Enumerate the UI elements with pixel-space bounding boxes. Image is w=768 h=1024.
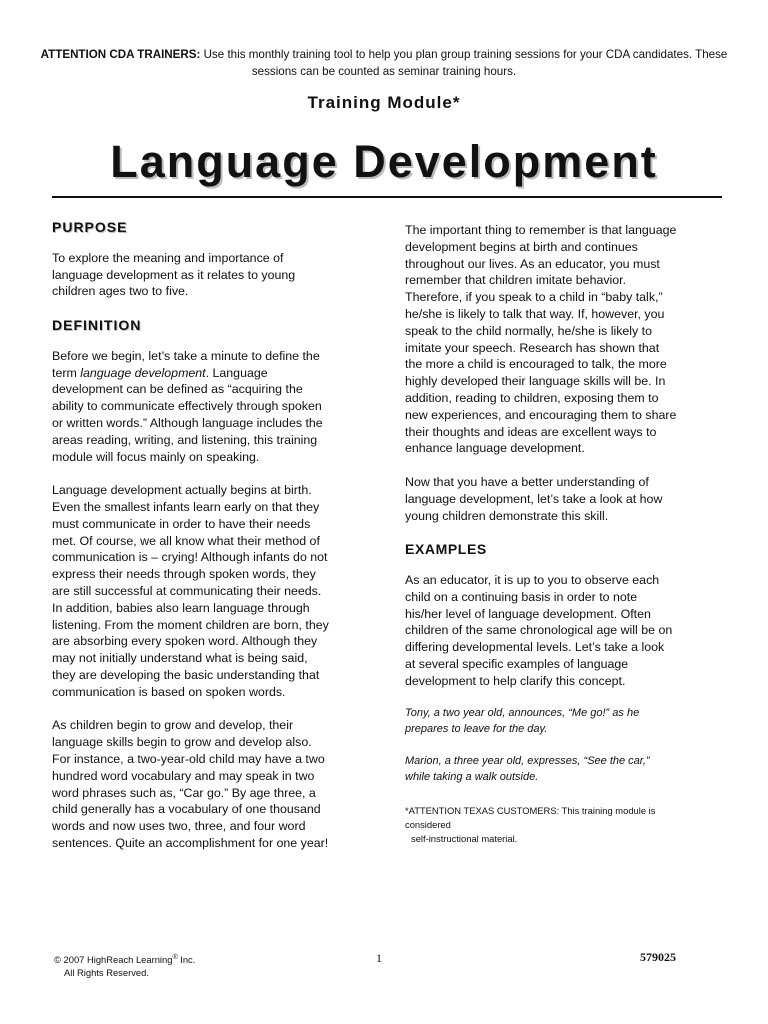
product-code: 579025	[640, 950, 676, 964]
footnote-line-2: self-instructional material.	[411, 833, 518, 845]
definition-paragraph-1	[52, 348, 332, 466]
definition-term: language development	[80, 365, 206, 380]
left-column	[52, 219, 332, 868]
notice-label: ATTENTION CDA TRAINERS:	[40, 48, 201, 61]
page-title: Language Development	[110, 136, 658, 187]
definition-heading: DEFINITION	[52, 316, 142, 333]
examples-intro: As an educator, it is up to you to observe each child on a continuing basis in order to note his/her level of language development. Often children of the same chronological age will be on differing developmental levels. Let’s take a look at several specific examples of language development to help clarify this concept.	[405, 572, 673, 688]
notice-text: Use this monthly training tool to help you plan group training sessions for your CDA candidates. These sessions can be counted as seminar training hours.	[200, 48, 728, 78]
right-paragraph-1: The important thing to remember is that language development begins at birth and continues throughout our lives. As an educator, you must remember that children imitate behavior. Therefore, if you speak to a child in “baby talk,” he/she is likely to talk that way. If, however, you speak to the child normally, he/she is likely to imitate your speech. Research has shown that the more a child is encouraged to talk, the more highly developed their language skills will be. In addition, reading to children, exposing them to new experiences, and encouraging them to share their thoughts and ideas are excellent ways to enhance language development.	[405, 223, 677, 456]
registered-mark: ®	[172, 954, 178, 961]
example-item: Marion, a three year old, expresses, “See the car,” while taking a walk outside.	[405, 755, 650, 783]
purpose-heading: PURPOSE	[52, 219, 128, 235]
footnote-line-1: *ATTENTION TEXAS CUSTOMERS: This training module is considered	[405, 805, 656, 831]
module-subtitle: Training Module*	[307, 93, 461, 112]
page-number: 1	[376, 951, 382, 965]
definition-p1-before: Before we begin, let’s take a minute to define the term	[52, 348, 320, 380]
copyright-line-1: © 2007 HighReach Learning	[54, 954, 173, 966]
purpose-text: To explore the meaning and importance of language development as it relates to young children ages two to five.	[52, 250, 296, 299]
title-divider	[52, 196, 722, 198]
example-item: Tony, a two year old, announces, “Me go!” as he prepares to leave for the day.	[405, 707, 640, 735]
definition-paragraph-3: As children begin to grow and develop, their language skills begin to grow and develop also. For instance, a two-year-old child may have a two hundred word vocabulary and may speak in two word phrases such as, “Car go.” By age three, a child generally has a vocabulary of one thousand words and now uses two, three, and four word sentences. Quite an accomplishment for one year!	[52, 718, 329, 850]
cda-trainers-notice	[40, 46, 728, 80]
definition-paragraph-2: Language development actually begins at birth. Even the smallest infants learn early on that they must communicate in order to have their needs met. Of course, we all know what their method of communication is – crying! Although infants do not express their needs through spoken words, they are still successful at communicating their needs. In addition, babies also learn language through listening. From the moment children are born, they are absorbing every spoken word. Although they may not initially understand what is being said, they are developing the basic understanding that communication is based on spoken words.	[52, 483, 329, 699]
copyright-notice	[54, 951, 195, 979]
copyright-inc: Inc.	[177, 954, 196, 966]
right-paragraph-2: Now that you have a better understanding of language development, let’s take a look at how young children demonstrate this skill.	[405, 474, 663, 523]
texas-customers-footnote	[405, 804, 677, 846]
examples-heading: EXAMPLES	[405, 541, 487, 558]
definition-p1-after: . Language development can be defined as “acquiring the ability to communicate effectively through spoken or written words.” Although language includes the areas reading, writing, and listening, this training module will focus mainly on speaking.	[52, 365, 323, 464]
copyright-line-2: All Rights Reserved.	[64, 967, 149, 979]
right-column	[405, 222, 677, 846]
